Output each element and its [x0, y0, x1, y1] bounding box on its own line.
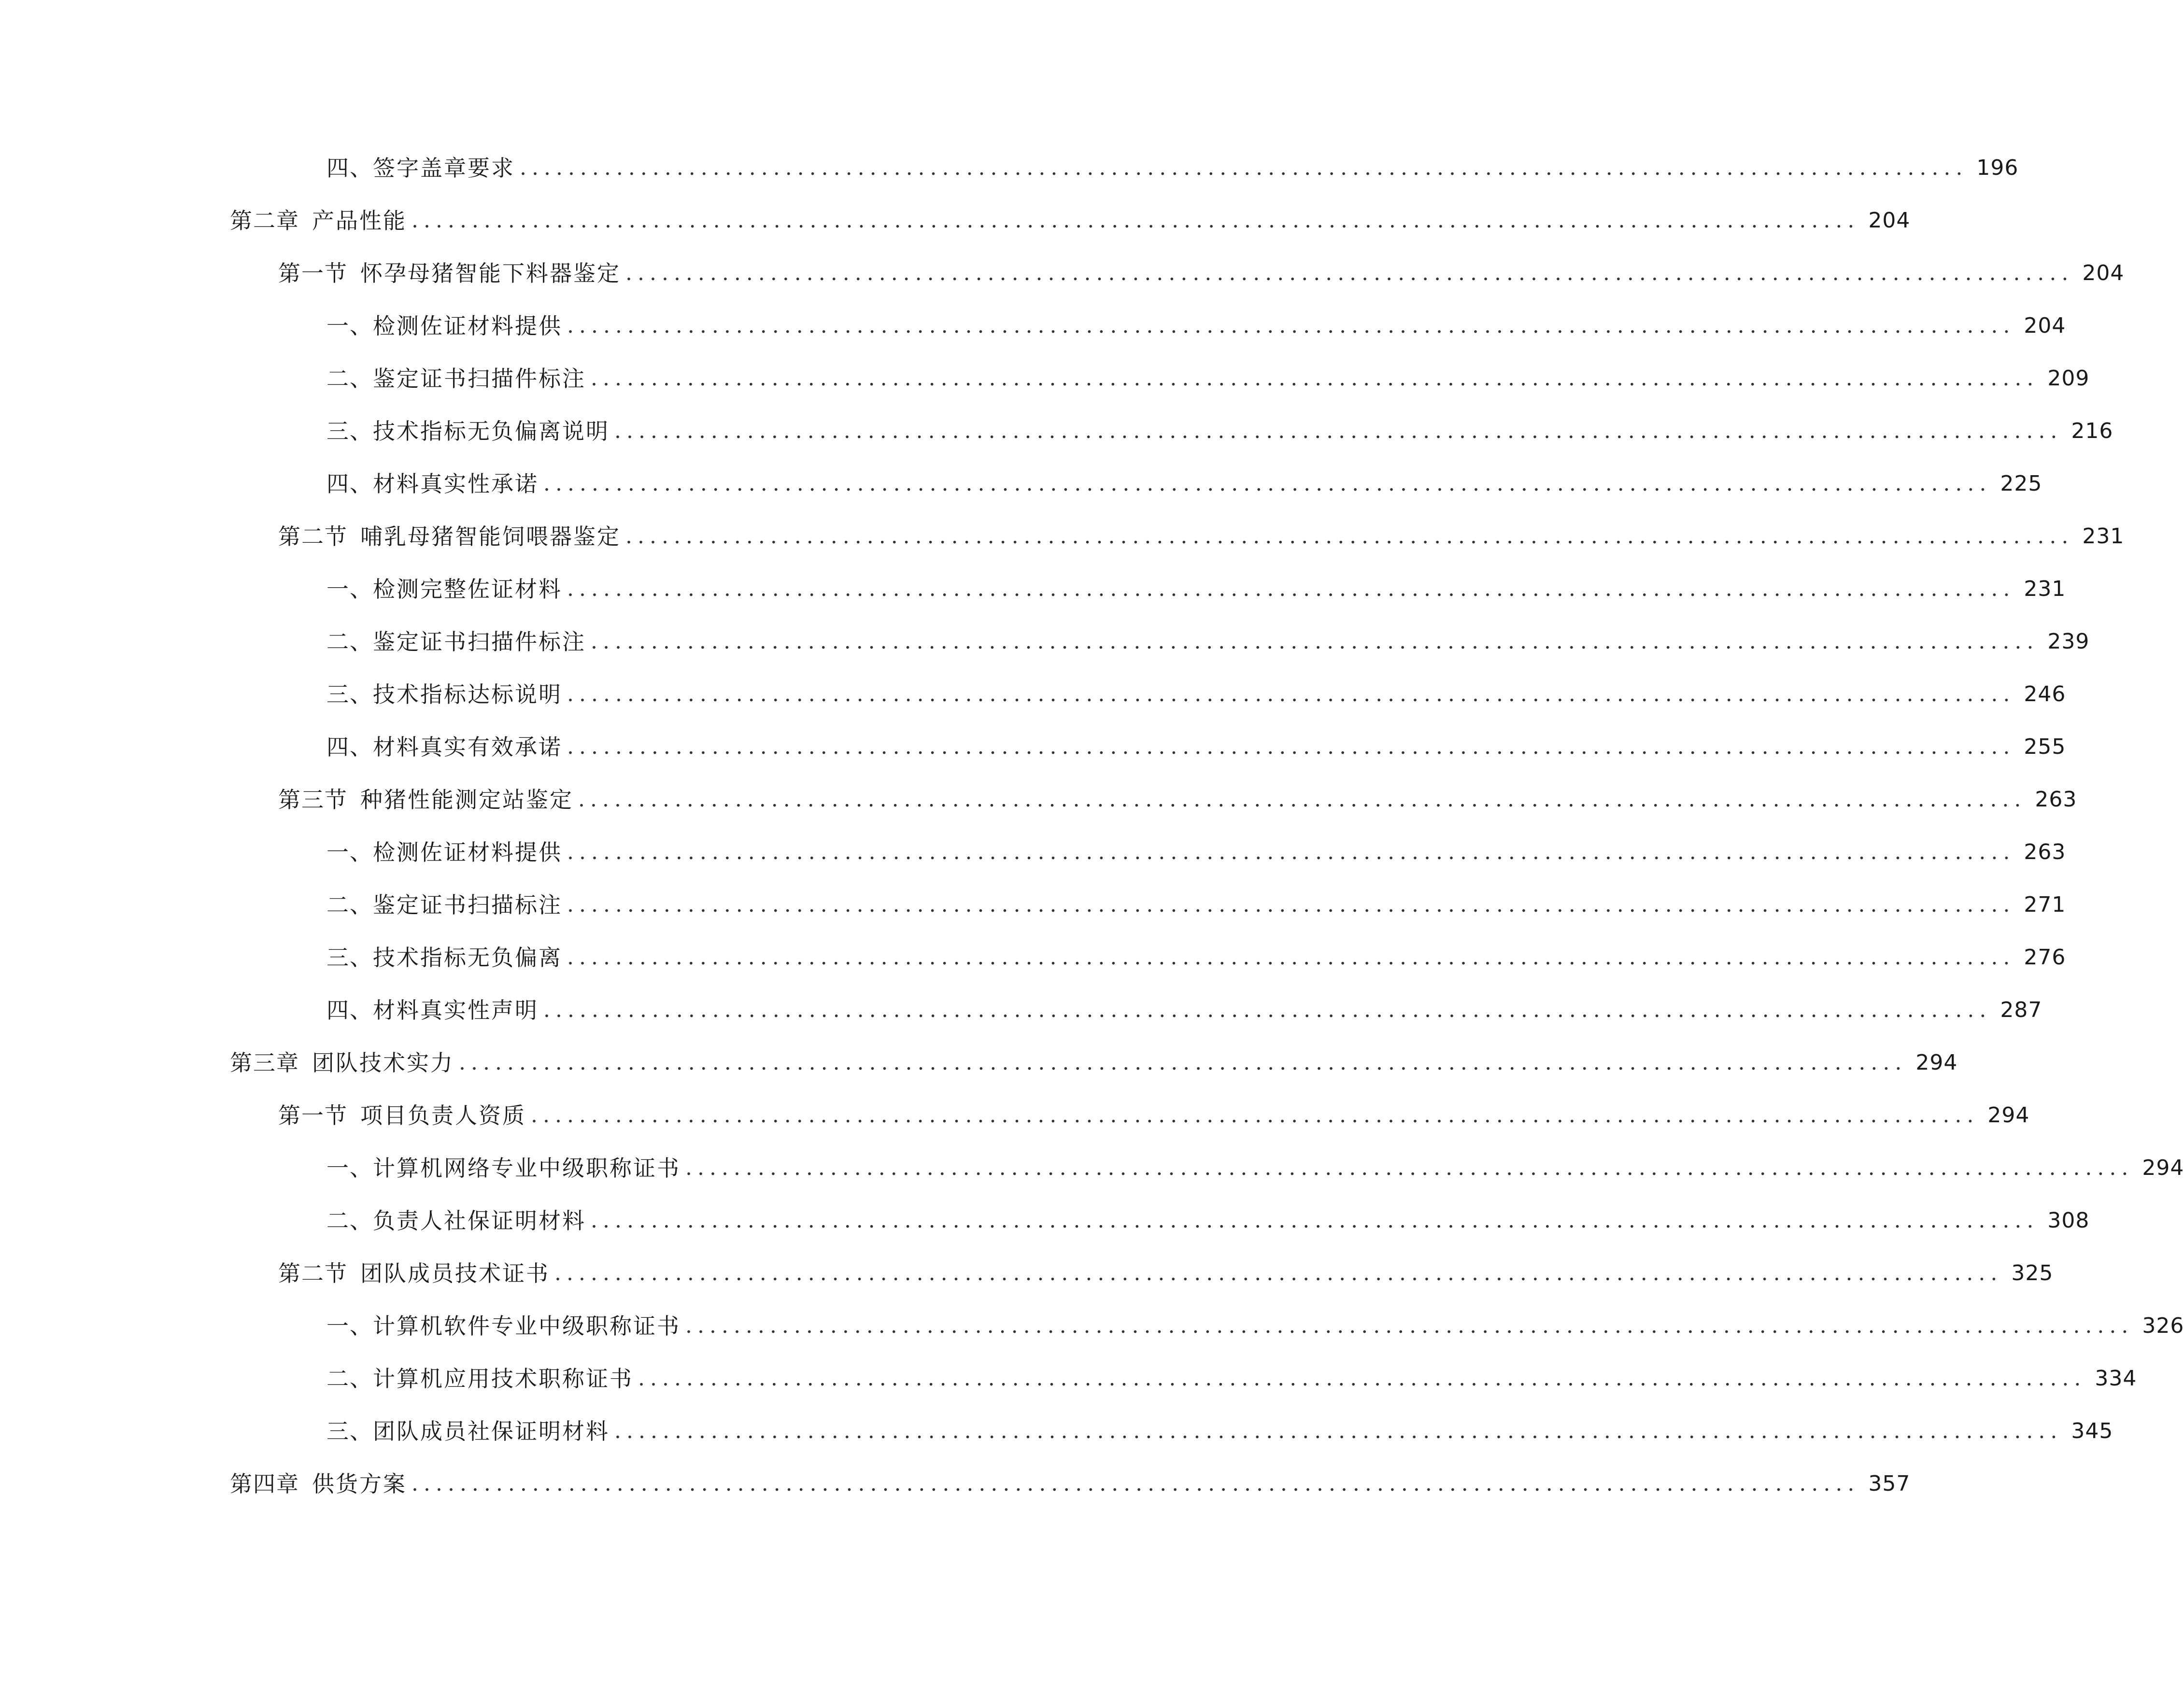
- toc-entry-number: 四、: [326, 155, 373, 181]
- dot-leader: ........................................................................................................................: [591, 1208, 2039, 1233]
- toc-entry-page: 271: [2024, 892, 2066, 917]
- dot-leader: ........................................................................................................................: [685, 1156, 2134, 1180]
- toc-entry-title: 技术指标无负偏离: [373, 945, 562, 971]
- toc-entry[interactable]: [326, 1204, 2090, 1238]
- toc-entry[interactable]: [326, 151, 2019, 185]
- toc-entry[interactable]: [278, 1099, 2030, 1132]
- dot-leader: ........................................................................................................................: [567, 734, 2015, 759]
- toc-entry-page: 263: [2024, 840, 2066, 864]
- toc-entry-page: 231: [2024, 577, 2066, 601]
- toc-entry-title: 检测佐证材料提供: [373, 839, 562, 865]
- dot-leader: ........................................................................................................................: [567, 313, 2015, 338]
- toc-entry-number: 二、: [326, 629, 373, 655]
- toc-entry[interactable]: [326, 414, 2113, 448]
- dot-leader: ........................................................................................................................: [638, 1366, 2086, 1391]
- toc-entry-title: 签字盖章要求: [373, 155, 515, 181]
- dot-leader: ........................................................................................................................: [578, 787, 2027, 812]
- toc-entry[interactable]: [326, 888, 2066, 922]
- toc-entry-page: 246: [2024, 682, 2066, 706]
- toc-entry[interactable]: [326, 625, 2090, 659]
- toc-entry-number: 一、: [326, 313, 373, 339]
- toc-entry-title: 技术指标无负偏离说明: [373, 418, 610, 444]
- toc-entry[interactable]: [230, 1467, 1911, 1501]
- toc-entry-page: 209: [2047, 366, 2090, 391]
- toc-entry[interactable]: [278, 520, 2125, 553]
- toc-entry[interactable]: [278, 783, 2077, 817]
- toc-entry[interactable]: [230, 1046, 1958, 1080]
- dot-leader: ........................................................................................................................: [520, 155, 1968, 180]
- toc-entry-number: 第三节: [278, 787, 348, 813]
- toc-entry-title: 鉴定证书扫描件标注: [373, 366, 586, 392]
- dot-leader: ........................................................................................................................: [567, 840, 2015, 864]
- dot-leader: ........................................................................................................................: [411, 1471, 1860, 1496]
- toc-entry[interactable]: [326, 835, 2066, 869]
- dot-leader: ........................................................................................................................: [685, 1313, 2134, 1338]
- toc-entry-title: 材料真实有效承诺: [373, 734, 562, 760]
- dot-leader: ........................................................................................................................: [567, 892, 2015, 917]
- toc-entry-page: 196: [1976, 155, 2019, 180]
- toc-entry-number: 一、: [326, 839, 373, 865]
- toc-entry-title: 哺乳母猪智能饲喂器鉴定: [360, 523, 621, 550]
- toc-entry-title: 项目负责人资质: [360, 1102, 526, 1129]
- toc-entry-page: 204: [2024, 313, 2066, 338]
- toc-entry[interactable]: [326, 572, 2066, 606]
- dot-leader: ........................................................................................................................: [567, 577, 2015, 601]
- toc-entry-page: 239: [2047, 629, 2090, 654]
- toc-entry-page: 204: [2082, 261, 2125, 285]
- dot-leader: ........................................................................................................................: [567, 682, 2015, 706]
- toc-entry-title: 怀孕母猪智能下料器鉴定: [360, 260, 621, 286]
- toc-entry-title: 鉴定证书扫描件标注: [373, 629, 586, 655]
- toc-entry-number: 二、: [326, 1366, 373, 1392]
- toc-entry[interactable]: [230, 204, 1911, 238]
- toc-entry[interactable]: [278, 1256, 2054, 1290]
- toc-entry-page: 325: [2011, 1261, 2054, 1285]
- toc-entry[interactable]: [326, 993, 2042, 1027]
- toc-entry-title: 计算机网络专业中级职称证书: [373, 1155, 681, 1181]
- toc-entry-page: 294: [1915, 1050, 1958, 1075]
- dot-leader: ........................................................................................................................: [554, 1261, 2003, 1285]
- toc-entry-number: 第三章: [230, 1050, 299, 1076]
- toc-entry-page: 345: [2071, 1419, 2113, 1443]
- toc-entry-title: 团队成员社保证明材料: [373, 1418, 610, 1444]
- toc-entry-number: 三、: [326, 945, 373, 971]
- toc-entry-page: 204: [1868, 208, 1911, 233]
- toc-entry-number: 第二节: [278, 1260, 348, 1286]
- toc-entry-number: 三、: [326, 681, 373, 707]
- toc-entry-number: 一、: [326, 576, 373, 602]
- toc-entry-number: 第一节: [278, 260, 348, 286]
- toc-entry[interactable]: [278, 256, 2125, 290]
- toc-entry-title: 检测佐证材料提供: [373, 313, 562, 339]
- toc-entry-title: 供货方案: [312, 1471, 407, 1497]
- toc-entry-page: 294: [2142, 1156, 2184, 1180]
- dot-leader: ........................................................................................................................: [614, 1419, 2063, 1443]
- toc-entry-page: 216: [2071, 419, 2113, 443]
- toc-entry-page: 294: [1987, 1103, 2030, 1128]
- toc-entry-page: 263: [2035, 787, 2077, 812]
- toc-entry-page: 287: [2000, 998, 2042, 1022]
- dot-leader: ........................................................................................................................: [411, 208, 1860, 233]
- toc-entry-title: 材料真实性声明: [373, 997, 539, 1023]
- toc-entry-title: 团队技术实力: [312, 1050, 454, 1076]
- toc-entry-title: 负责人社保证明材料: [373, 1208, 586, 1234]
- toc-entry-page: 276: [2024, 945, 2066, 970]
- toc-entry-number: 第四章: [230, 1471, 299, 1497]
- toc-entry-number: 二、: [326, 1208, 373, 1234]
- toc-entry[interactable]: [326, 1362, 2137, 1396]
- dot-leader: ........................................................................................................................: [591, 366, 2039, 391]
- toc-entry[interactable]: [326, 309, 2066, 343]
- toc-entry-title: 材料真实性承诺: [373, 471, 539, 497]
- toc-entry-number: 一、: [326, 1313, 373, 1339]
- toc-entry-title: 鉴定证书扫描标注: [373, 892, 562, 918]
- toc-entry-number: 第二章: [230, 208, 299, 234]
- toc-entry-number: 三、: [326, 1418, 373, 1444]
- toc-entry[interactable]: [326, 941, 2066, 974]
- toc-entry[interactable]: [326, 1309, 2184, 1343]
- toc-entry-number: 一、: [326, 1155, 373, 1181]
- toc-entry-page: 231: [2082, 524, 2125, 549]
- toc-entry-page: 326: [2142, 1313, 2184, 1338]
- toc-entry-title: 计算机软件专业中级职称证书: [373, 1313, 681, 1339]
- dot-leader: ........................................................................................................................: [591, 629, 2039, 654]
- toc-entry-title: 产品性能: [312, 208, 407, 234]
- toc-entry-page: 357: [1868, 1471, 1911, 1496]
- toc-entry-number: 第二节: [278, 523, 348, 550]
- toc-entry[interactable]: [326, 730, 2066, 764]
- dot-leader: ........................................................................................................................: [531, 1103, 1979, 1128]
- toc-entry[interactable]: [326, 678, 2066, 711]
- toc-entry[interactable]: [326, 467, 2042, 501]
- dot-leader: ........................................................................................................................: [543, 998, 1992, 1022]
- toc-entry-page: 334: [2095, 1366, 2137, 1391]
- toc-entry-number: 四、: [326, 471, 373, 497]
- dot-leader: ........................................................................................................................: [614, 419, 2063, 443]
- dot-leader: ........................................................................................................................: [625, 524, 2074, 549]
- toc-entry[interactable]: [326, 1414, 2113, 1448]
- toc-entry-number: 二、: [326, 366, 373, 392]
- toc-entry-page: 255: [2024, 734, 2066, 759]
- toc-entry-page: 225: [2000, 471, 2042, 496]
- toc-entry-number: 四、: [326, 734, 373, 760]
- toc-entry-title: 种猪性能测定站鉴定: [360, 787, 573, 813]
- toc-entry-title: 计算机应用技术职称证书: [373, 1366, 633, 1392]
- toc-entry-number: 四、: [326, 997, 373, 1023]
- toc-entry[interactable]: [326, 362, 2090, 395]
- toc-entry-number: 三、: [326, 418, 373, 444]
- toc-entry-title: 技术指标达标说明: [373, 681, 562, 707]
- toc-entry-title: 检测完整佐证材料: [373, 576, 562, 602]
- dot-leader: ........................................................................................................................: [567, 945, 2015, 970]
- toc-entry-page: 308: [2047, 1208, 2090, 1233]
- dot-leader: ........................................................................................................................: [543, 471, 1992, 496]
- toc-entry[interactable]: [326, 1151, 2184, 1185]
- dot-leader: ........................................................................................................................: [625, 261, 2074, 285]
- toc-entry-number: 二、: [326, 892, 373, 918]
- toc-entry-title: 团队成员技术证书: [360, 1260, 550, 1286]
- dot-leader: ........................................................................................................................: [459, 1050, 1907, 1075]
- toc-entry-number: 第一节: [278, 1102, 348, 1129]
